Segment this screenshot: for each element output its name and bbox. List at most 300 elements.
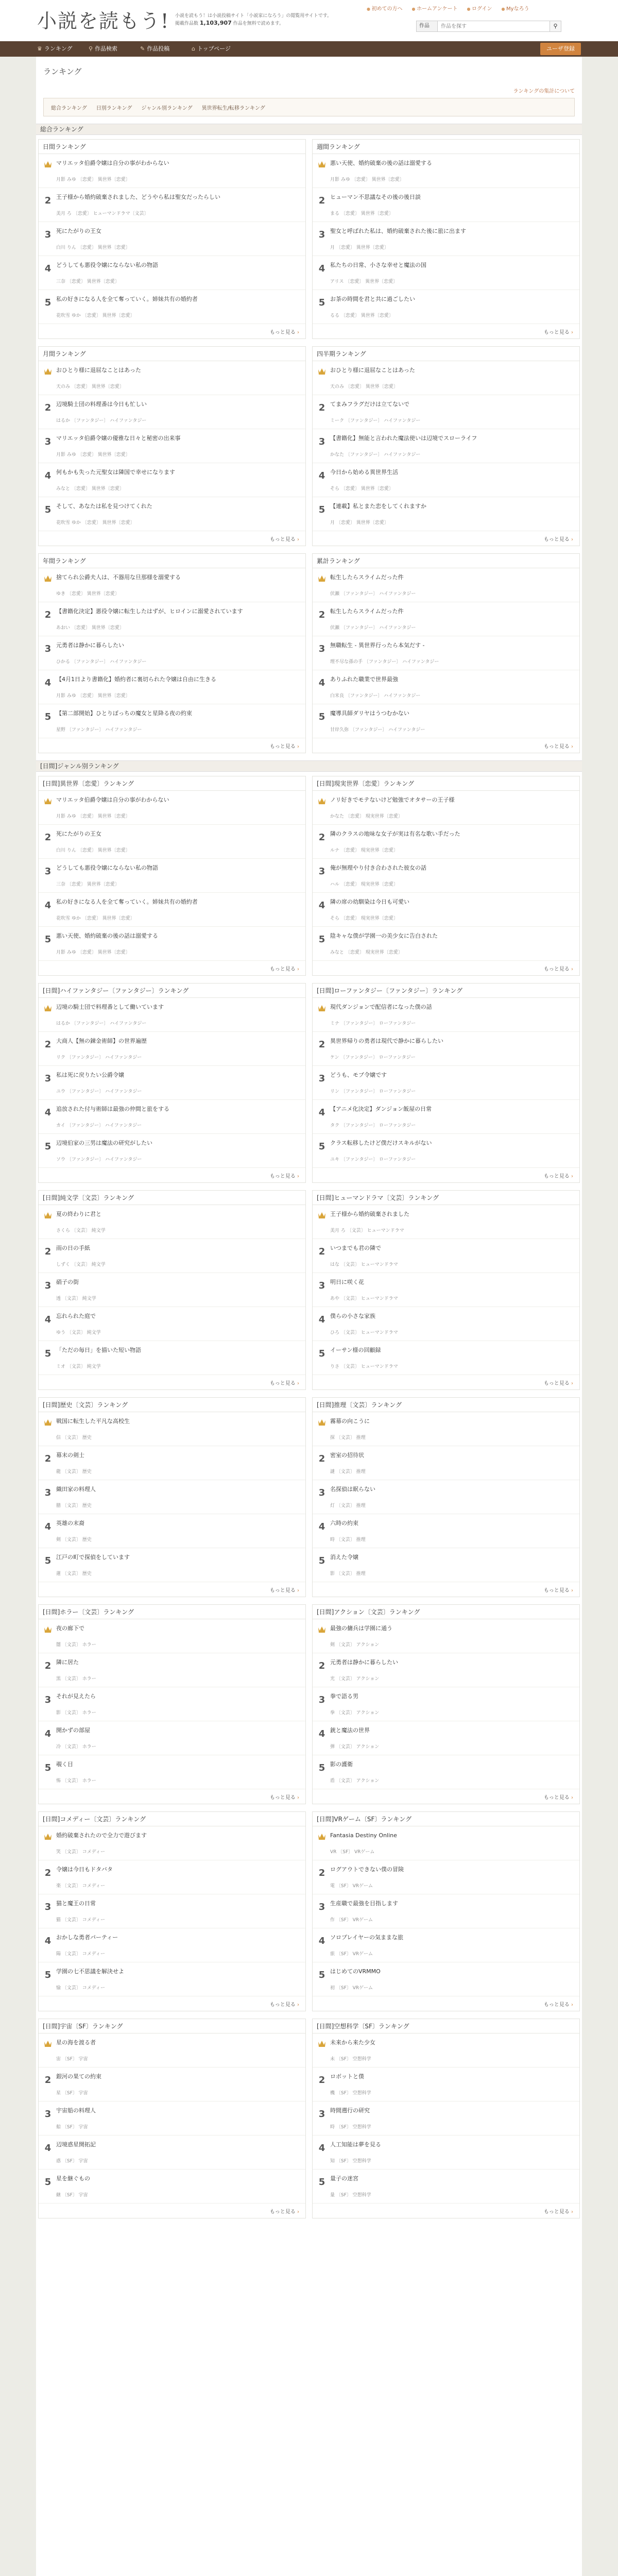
ranking-item[interactable]	[313, 1548, 579, 1582]
work-title[interactable]: 英雄の末裔	[56, 1520, 84, 1527]
work-title[interactable]: 辺境騎士団の料理番は今日も忙しい	[56, 401, 147, 408]
ranking-item[interactable]	[313, 1619, 579, 1653]
ranking-item[interactable]	[313, 1341, 579, 1375]
rank-number: 4	[44, 1521, 52, 1532]
ranking-item[interactable]	[313, 1239, 579, 1273]
work-title[interactable]: 現代ダンジョンで配信者になった僕の話	[330, 1004, 432, 1010]
work-meta: 知 〔SF〕 空想科学	[330, 2159, 371, 2164]
work-meta: 天のみ 〔恋愛〕 異世界〔恋愛〕	[330, 384, 398, 389]
filter-overall[interactable]: 総合ランキング	[51, 105, 87, 111]
filter-daily[interactable]: 日別ランキング	[96, 105, 132, 111]
ranking-item[interactable]	[39, 670, 305, 704]
work-title[interactable]: ありふれた職業で世界最強	[330, 676, 398, 683]
ranking-item[interactable]	[313, 222, 579, 256]
ranking-item[interactable]	[39, 568, 305, 602]
work-title[interactable]: 今日から始める異世界生活	[330, 469, 398, 476]
ranking-item[interactable]	[313, 1826, 579, 1860]
work-title[interactable]: 銀河の果ての約束	[56, 2073, 101, 2080]
work-title[interactable]: どうしても悪役令嬢にならない私の物語	[56, 865, 158, 871]
work-title[interactable]: 元勇者は静かに暮らしたい	[56, 642, 124, 649]
work-title[interactable]: 【アニメ化決定】ダンジョン飯屋の日常	[330, 1106, 432, 1112]
search-input[interactable]	[438, 21, 550, 32]
ranking-item[interactable]	[313, 1928, 579, 1962]
work-title[interactable]: 開かずの部屋	[56, 1727, 90, 1734]
ranking-item[interactable]	[39, 1480, 305, 1514]
ranking-item[interactable]	[39, 825, 305, 859]
main-content	[36, 57, 582, 2576]
ranking-item[interactable]	[39, 1894, 305, 1928]
work-meta: 剣 〔文芸〕 歴史	[56, 1537, 92, 1543]
more-link[interactable]: もっと見る ›	[270, 328, 299, 335]
work-meta: 膳 〔文芸〕 歴史	[56, 1503, 92, 1509]
more-link[interactable]: もっと見る ›	[544, 1172, 573, 1179]
ranking-item[interactable]	[39, 463, 305, 497]
work-title[interactable]: どうしても悪役令嬢にならない私の物語	[56, 262, 158, 268]
more-link[interactable]: もっと見る ›	[270, 2207, 299, 2215]
work-title[interactable]: 夏の終わりに君と	[56, 1211, 101, 1217]
ranking-item[interactable]	[39, 2033, 305, 2067]
work-title[interactable]: 夜の廊下で	[56, 1625, 84, 1632]
search-icon: ⚲	[89, 45, 93, 52]
ranking-item[interactable]	[313, 1446, 579, 1480]
ranking-item[interactable]	[39, 1619, 305, 1653]
ranking-panel	[312, 553, 580, 753]
work-meta: 船 〔SF〕 宇宙	[56, 2125, 88, 2130]
rank-number: 5	[44, 297, 52, 308]
work-title[interactable]: 令嬢は今日もドタバタ	[56, 1866, 113, 1873]
work-title[interactable]: 【4月1日より書籍化】婚約者に裏切られた令嬢は自由に生きる	[56, 676, 216, 683]
ranking-item[interactable]	[313, 859, 579, 893]
ranking-list	[313, 998, 579, 1168]
work-title[interactable]: 王子様から婚約破棄されました	[330, 1211, 409, 1217]
top-link-beginners[interactable]: ● 初めての方へ	[367, 4, 403, 12]
work-title[interactable]: 私の好きになる人を全て奪っていく。姉妹共有の婚約者	[56, 296, 198, 302]
work-title[interactable]: 戦国に転生した平凡な高校生	[56, 1418, 130, 1425]
work-title[interactable]: 悪い天使、婚約破棄の後の話は溺愛する	[330, 160, 432, 166]
work-title[interactable]: 密室の招待状	[330, 1452, 364, 1459]
ranking-item[interactable]	[313, 791, 579, 825]
search-type-select[interactable]: 作品	[416, 21, 438, 32]
work-meta: ひかる 〔ファンタジー〕 ハイファンタジー	[56, 659, 147, 665]
more-link[interactable]: もっと見る ›	[270, 1586, 299, 1594]
ranking-item[interactable]	[39, 1514, 305, 1548]
work-title[interactable]: 「ただの毎日」を描いた短い物語	[56, 1347, 141, 1353]
more-link[interactable]: もっと見る ›	[544, 742, 573, 750]
ranking-item[interactable]	[313, 256, 579, 290]
work-title[interactable]: それが見えたら	[56, 1693, 96, 1700]
ranking-item[interactable]	[39, 2102, 305, 2136]
ranking-item[interactable]	[313, 1962, 579, 1996]
nav-top[interactable]: ⌂ トップページ	[192, 45, 231, 52]
ranking-item[interactable]	[39, 1446, 305, 1480]
ranking-item[interactable]	[313, 2102, 579, 2136]
rank-number: 5	[44, 504, 52, 515]
work-title[interactable]: 大商人【無の錬金術師】の世界遍歴	[56, 1038, 147, 1044]
work-title[interactable]: 元勇者は静かに暮らしたい	[330, 1659, 398, 1666]
work-title[interactable]: 私たちの日常、小さな幸せと魔法の国	[330, 262, 426, 268]
rank-number: 2	[44, 1660, 52, 1671]
work-title[interactable]: 無職転生 - 異世界行ったら本気だす -	[330, 642, 425, 649]
ranking-panel	[312, 139, 580, 339]
work-title[interactable]: 霧幕の向こうに	[330, 1418, 370, 1425]
ranking-item[interactable]	[39, 1273, 305, 1307]
ranking-item[interactable]	[313, 1205, 579, 1239]
more-link[interactable]: もっと見る ›	[270, 964, 299, 972]
filter-isekai[interactable]: 異世界転生/転移ランキング	[201, 105, 265, 111]
work-title[interactable]: 宇宙船の料理人	[56, 2107, 96, 2114]
work-title[interactable]: 隣の席の幼馴染は今日も可愛い	[330, 899, 409, 905]
rank-number: 5	[318, 1555, 325, 1566]
more-link[interactable]: もっと見る ›	[544, 328, 573, 335]
ranking-item[interactable]	[39, 2136, 305, 2170]
rank-number: 5	[318, 1762, 325, 1773]
ranking-item[interactable]	[39, 998, 305, 1032]
top-link-survey[interactable]: ● ホームアンケート	[412, 4, 458, 12]
ranking-item[interactable]	[313, 998, 579, 1032]
ranking-item[interactable]	[313, 670, 579, 704]
work-title[interactable]: 幕末の剣士	[56, 1452, 84, 1459]
more-link[interactable]: もっと見る ›	[544, 2207, 573, 2215]
more-link[interactable]: もっと見る ›	[544, 535, 573, 543]
ranking-item[interactable]	[39, 1100, 305, 1134]
work-meta: はな 〔文芸〕 ヒューマンドラマ	[330, 1262, 398, 1267]
filter-genre[interactable]: ジャンル別ランキング	[141, 105, 193, 111]
ranking-item[interactable]	[313, 497, 579, 531]
work-title[interactable]: 魔導具師ダリヤはうつむかない	[330, 710, 409, 717]
panel-title: [日間]純文学〔文芸〕ランキング	[39, 1191, 305, 1205]
work-title[interactable]: 学園の七不思議を解決せよ	[56, 1968, 124, 1975]
ranking-item[interactable]	[313, 825, 579, 859]
ranking-item[interactable]	[39, 1928, 305, 1962]
work-title[interactable]: 辺境の騎士団で料理番として働いています	[56, 1004, 164, 1010]
work-title[interactable]: マリエッタ伯爵令嬢は自分の事がわからない	[56, 160, 169, 166]
work-title[interactable]: 生産職で最強を目指します	[330, 1900, 398, 1907]
rank-number: 2	[318, 832, 325, 843]
work-title[interactable]: 聖女と呼ばれた私は、婚約破棄された後に旅に出ます	[330, 228, 466, 234]
more-link[interactable]: もっと見る ›	[544, 1586, 573, 1594]
ranking-item[interactable]	[39, 1755, 305, 1789]
work-title[interactable]: 辺境惑星開拓記	[56, 2141, 96, 2148]
work-title[interactable]: ロボットと僕	[330, 2073, 364, 2080]
work-title[interactable]: 【書籍化決定】悪役令嬢に転生したはずが、ヒロインに溺愛されています	[56, 608, 243, 615]
work-title[interactable]: 隣に居た	[56, 1659, 79, 1666]
ranking-item[interactable]	[313, 2033, 579, 2067]
work-title[interactable]: 異世界帰りの勇者は現代で静かに暮らしたい	[330, 1038, 443, 1044]
ranking-panel	[38, 553, 306, 753]
work-title[interactable]: 最強の傭兵は学園に通う	[330, 1625, 392, 1632]
ranking-item[interactable]	[39, 256, 305, 290]
work-title[interactable]: 消えた令嬢	[330, 1554, 358, 1561]
work-title[interactable]: おひとり様に退屈なことはあった	[330, 367, 415, 374]
work-title[interactable]: 銃と魔法の世界	[330, 1727, 370, 1734]
crown-icon	[44, 366, 52, 377]
work-title[interactable]: 影の護衛	[330, 1761, 353, 1768]
work-title[interactable]: 私の好きになる人を全て奪っていく。姉妹共有の婚約者	[56, 899, 198, 905]
rank-number: 2	[44, 1453, 52, 1464]
work-title[interactable]: 雨の日の手紙	[56, 1245, 90, 1251]
work-title[interactable]: 六時の約束	[330, 1520, 358, 1527]
rank-number: 2	[318, 1660, 325, 1671]
ranking-item[interactable]	[39, 1307, 305, 1341]
ranking-item[interactable]	[313, 1134, 579, 1168]
about-ranking-link[interactable]: ランキングの集計について	[513, 89, 575, 94]
work-title[interactable]: 陰キャな僕が学園一の美少女に告白された	[330, 933, 438, 939]
work-title[interactable]: 猫と魔王の日常	[56, 1900, 96, 1907]
work-title[interactable]: ソロプレイヤーの気ままな旅	[330, 1934, 404, 1941]
work-title[interactable]: 追放された付与術師は最強の仲間と旅をする	[56, 1106, 169, 1112]
site-logo[interactable]: 小説を読もう!	[37, 10, 170, 32]
work-title[interactable]: 星の海を渡る者	[56, 2039, 96, 2046]
work-meta: カイ 〔ファンタジー〕 ハイファンタジー	[56, 1123, 142, 1128]
rank-number: 4	[318, 1936, 325, 1946]
ranking-item[interactable]	[39, 1341, 305, 1375]
ranking-item[interactable]	[39, 1653, 305, 1687]
work-title[interactable]: 王子様から婚約破棄されました、どうやら私は聖女だったらしい	[56, 194, 220, 200]
work-meta: 星野 〔ファンタジー〕 ハイファンタジー	[56, 727, 142, 733]
work-meta: まる 〔恋愛〕 異世界〔恋愛〕	[330, 211, 393, 216]
ranking-item[interactable]	[313, 1755, 579, 1789]
work-title[interactable]: 織田家の料理人	[56, 1486, 96, 1493]
rank-number: 3	[318, 436, 325, 447]
ranking-item[interactable]	[39, 2067, 305, 2102]
ranking-item[interactable]	[313, 1653, 579, 1687]
work-title[interactable]: 人工知能は夢を見る	[330, 2141, 381, 2148]
ranking-item[interactable]	[39, 1134, 305, 1168]
crown-icon	[44, 1417, 52, 1428]
work-title[interactable]: クラス転移したけど僕だけスキルがない	[330, 1140, 432, 1146]
more-link[interactable]: もっと見る ›	[270, 1379, 299, 1386]
ranking-item[interactable]	[313, 1032, 579, 1066]
more-link[interactable]: もっと見る ›	[544, 2000, 573, 2008]
nav-post[interactable]: ✎ 作品投稿	[140, 45, 170, 52]
ranking-item[interactable]	[39, 1412, 305, 1446]
work-title[interactable]: 悪い天使、婚約破棄の後の話は溺愛する	[56, 933, 158, 939]
work-title[interactable]: 量子の迷宮	[330, 2175, 358, 2182]
ranking-item[interactable]	[313, 1307, 579, 1341]
ranking-item[interactable]	[39, 1205, 305, 1239]
more-link[interactable]: もっと見る ›	[270, 2000, 299, 2008]
work-title[interactable]: てまみフラグだけは立てないで	[330, 401, 409, 408]
work-title[interactable]: イーサン様の回顧録	[330, 1347, 381, 1353]
ranking-item[interactable]	[39, 361, 305, 395]
more-link[interactable]: もっと見る ›	[544, 1793, 573, 1801]
ranking-item[interactable]	[39, 927, 305, 961]
ranking-item[interactable]	[39, 602, 305, 636]
work-meta: 美月 ろ 〔文芸〕 ヒューマンドラマ	[330, 1228, 404, 1233]
ranking-item[interactable]	[39, 1066, 305, 1100]
work-title[interactable]: Fantasia Destiny Online	[330, 1832, 397, 1839]
ranking-item[interactable]	[39, 1239, 305, 1273]
more-link[interactable]: もっと見る ›	[270, 1793, 299, 1801]
more-link[interactable]: もっと見る ›	[544, 1379, 573, 1386]
work-meta: 光 〔文芸〕 アクション	[330, 1676, 380, 1682]
rank-number: 2	[318, 1868, 325, 1878]
rank-number: 4	[318, 263, 325, 274]
work-title[interactable]: 硝子の街	[56, 1279, 79, 1285]
rank-number: 5	[44, 934, 52, 945]
work-meta: 白川 りん 〔恋愛〕 異世界〔恋愛〕	[56, 245, 130, 250]
search-icon[interactable]: ⚲	[550, 21, 561, 32]
work-title[interactable]: 隣のクラスの地味な女子が実は有名な歌い手だった	[330, 831, 460, 837]
work-title[interactable]: 名探偵は眠らない	[330, 1486, 375, 1493]
work-title[interactable]: マリエッタ伯爵令嬢の優雅な日々と秘密の出来事	[56, 435, 181, 442]
work-meta: 花吹雪 ゆか 〔恋愛〕 異世界〔恋愛〕	[56, 313, 135, 318]
work-title[interactable]: 【連載】私とまた恋をしてくれますか	[330, 503, 426, 510]
ranking-item[interactable]	[313, 1687, 579, 1721]
ranking-item[interactable]	[313, 568, 579, 602]
rank-number: 2	[318, 1039, 325, 1050]
ranking-item[interactable]	[39, 791, 305, 825]
ranking-item[interactable]	[313, 1721, 579, 1755]
work-title[interactable]: 死にたがりの王女	[56, 228, 101, 234]
ranking-item[interactable]	[313, 1066, 579, 1100]
nav-ranking[interactable]: ♛ ランキング	[37, 45, 73, 52]
ranking-item[interactable]	[39, 1548, 305, 1582]
ranking-item[interactable]	[39, 395, 305, 429]
crown-icon	[44, 1003, 52, 1013]
ranking-item[interactable]	[39, 154, 305, 188]
work-meta: 拳 〔文芸〕 アクション	[330, 1710, 380, 1716]
work-title[interactable]: 星を継ぐもの	[56, 2175, 90, 2182]
work-title[interactable]: はじめてのVRMMO	[330, 1968, 381, 1975]
rank-number: 4	[318, 2143, 325, 2154]
panel-title: 年間ランキング	[39, 554, 305, 568]
home-icon: ⌂	[192, 45, 195, 52]
ranking-item[interactable]	[39, 1860, 305, 1894]
ranking-item[interactable]	[313, 290, 579, 324]
panel-title: [日間]ヒューマンドラマ〔文芸〕ランキング	[313, 1191, 579, 1205]
work-title[interactable]: そして、あなたは私を見つけてくれた	[56, 503, 152, 510]
top-link-login[interactable]: ● ログイン	[467, 4, 492, 12]
ranking-item[interactable]	[39, 222, 305, 256]
ranking-item[interactable]	[39, 859, 305, 893]
work-meta: 闇 〔文芸〕 ホラー	[56, 1642, 96, 1648]
rank-number: 2	[44, 1039, 52, 1050]
work-title[interactable]: 俺が無理やり付き合わされた彼女の話	[330, 865, 426, 871]
work-title[interactable]: 僕らの小さな家族	[330, 1313, 375, 1319]
ranking-item[interactable]	[313, 1100, 579, 1134]
work-title[interactable]: 覗く目	[56, 1761, 73, 1768]
ranking-item[interactable]	[39, 1721, 305, 1755]
work-title[interactable]: 死にたがりの王女	[56, 831, 101, 837]
ranking-item[interactable]	[313, 2170, 579, 2204]
work-meta: 剣 〔文芸〕 アクション	[330, 1642, 380, 1648]
work-meta: はるか 〔ファンタジー〕 ハイファンタジー	[56, 1021, 147, 1026]
ranking-item[interactable]	[39, 893, 305, 927]
ranking-item[interactable]	[39, 636, 305, 670]
ranking-item[interactable]	[39, 1032, 305, 1066]
nav-search[interactable]: ⚲ 作品検索	[89, 45, 118, 52]
work-title[interactable]: マリエッタ伯爵令嬢は自分の事がわからない	[56, 796, 169, 803]
work-title[interactable]: 転生したらスライムだった件	[330, 574, 404, 581]
more-link[interactable]: もっと見る ›	[270, 1172, 299, 1179]
ranking-list	[39, 1412, 305, 1582]
work-title[interactable]: おかしな勇者パーティー	[56, 1934, 118, 1941]
more-link[interactable]: もっと見る ›	[270, 535, 299, 543]
work-title[interactable]: いつまでも君の隣で	[330, 1245, 381, 1251]
work-meta: 透 〔文芸〕 純文学	[56, 1296, 96, 1301]
ranking-item[interactable]	[39, 429, 305, 463]
crown-icon	[318, 159, 326, 170]
work-title[interactable]: どうも、モブ令嬢です	[330, 1072, 387, 1078]
ranking-item[interactable]	[313, 1514, 579, 1548]
ranking-item[interactable]	[313, 361, 579, 395]
work-meta: ミナ 〔ファンタジー〕 ローファンタジー	[330, 1021, 416, 1026]
work-title[interactable]: 辺境伯家の三男は魔法の研究がしたい	[56, 1140, 152, 1146]
ranking-item[interactable]	[313, 704, 579, 738]
panel-title: 週間ランキング	[313, 140, 579, 154]
ranking-item[interactable]	[39, 1687, 305, 1721]
work-title[interactable]: おひとり様に退屈なことはあった	[56, 367, 141, 374]
work-meta: 惑 〔SF〕 宇宙	[56, 2159, 88, 2164]
ranking-item[interactable]	[39, 704, 305, 738]
ranking-item[interactable]	[313, 1860, 579, 1894]
ranking-item[interactable]	[313, 1480, 579, 1514]
work-title[interactable]: 私は死に戻りたい公爵令嬢	[56, 1072, 124, 1078]
work-title[interactable]: 捨てられ公爵夫人は、不器用な旦那様を溺愛する	[56, 574, 181, 581]
top-link-mynarou[interactable]: ● Myなろう	[502, 4, 529, 12]
ranking-item[interactable]	[39, 290, 305, 324]
work-title[interactable]: お茶の時間を君と共に過ごしたい	[330, 296, 415, 302]
rank-number: 3	[44, 866, 52, 877]
work-title[interactable]: 【第二部開始】ひとりぼっちの魔女と星降る夜の約束	[56, 710, 192, 717]
rank-number: 5	[44, 1555, 52, 1566]
work-title[interactable]: ノリ好きでモテないけど勉強でオタサーの王子様	[330, 796, 455, 803]
ranking-item[interactable]	[313, 154, 579, 188]
work-title[interactable]: 忘れられた庭で	[56, 1313, 96, 1319]
ranking-item[interactable]	[313, 636, 579, 670]
work-title[interactable]: ヒューマン不思議なその後の後日談	[330, 194, 421, 200]
work-title[interactable]: 【書籍化】無能と言われた魔法使いは辺境でスローライフ	[330, 435, 477, 442]
user-register-button[interactable]: ユーザ登録	[540, 43, 581, 55]
more-link[interactable]: もっと見る ›	[270, 742, 299, 750]
ranking-item[interactable]	[313, 395, 579, 429]
ranking-item[interactable]	[39, 1962, 305, 1996]
ranking-item[interactable]	[39, 497, 305, 531]
ranking-item[interactable]	[313, 1894, 579, 1928]
work-title[interactable]: 未来から来た少女	[330, 2039, 375, 2046]
work-meta: 甘岸久弥 〔ファンタジー〕 ハイファンタジー	[330, 727, 425, 733]
ranking-item[interactable]	[313, 463, 579, 497]
work-meta: リン 〔ファンタジー〕 ローファンタジー	[330, 1089, 416, 1094]
ranking-item[interactable]	[39, 2170, 305, 2204]
ranking-item[interactable]	[39, 1826, 305, 1860]
ranking-item[interactable]	[313, 188, 579, 222]
rank-number: 2	[44, 1868, 52, 1878]
ranking-item[interactable]	[313, 1412, 579, 1446]
ranking-item[interactable]	[313, 2136, 579, 2170]
ranking-item[interactable]	[313, 1273, 579, 1307]
work-title[interactable]: 明日に咲く花	[330, 1279, 364, 1285]
work-title[interactable]: 何もかも失った元聖女は隣国で幸せになります	[56, 469, 175, 476]
more-link[interactable]: もっと見る ›	[544, 964, 573, 972]
ranking-item[interactable]	[313, 893, 579, 927]
work-title[interactable]: 時間遡行の研究	[330, 2107, 370, 2114]
work-title[interactable]: 拳で語る男	[330, 1693, 358, 1700]
work-title[interactable]: 江戸の町で探偵をしています	[56, 1554, 130, 1561]
work-title[interactable]: ログアウトできない僕の冒険	[330, 1866, 404, 1873]
work-title[interactable]: 転生したらスライムだった件	[330, 608, 404, 615]
rank-number: 4	[318, 1521, 325, 1532]
ranking-item[interactable]	[39, 188, 305, 222]
ranking-item[interactable]	[313, 2067, 579, 2102]
work-meta: 愉 〔文芸〕 コメディー	[56, 1986, 106, 1991]
ranking-item[interactable]	[313, 927, 579, 961]
work-meta: 月影 みゆ 〔恋愛〕 異世界〔恋愛〕	[56, 814, 130, 819]
ranking-item[interactable]	[313, 429, 579, 463]
work-title[interactable]: 婚約破棄されたので全力で遊びます	[56, 1832, 147, 1839]
ranking-item[interactable]	[313, 602, 579, 636]
